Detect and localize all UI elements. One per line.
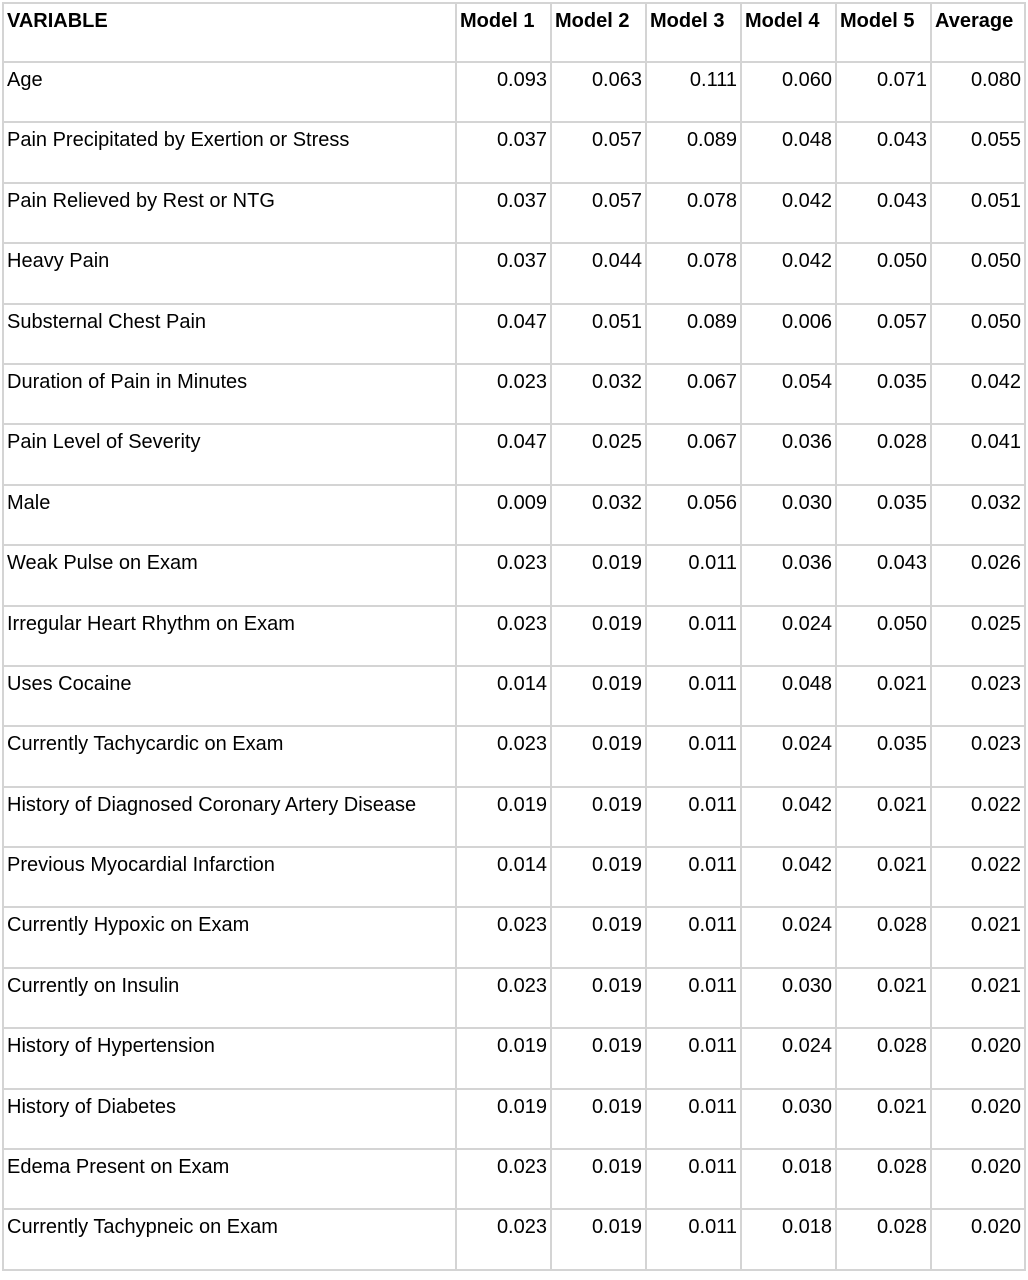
model-value-cell: 0.078 [646, 243, 741, 303]
model-value-cell: 0.067 [646, 424, 741, 484]
table-row [3, 847, 1025, 907]
model-value-cell: 0.006 [741, 304, 836, 364]
variable-cell: Currently Hypoxic on Exam [3, 907, 456, 967]
model-value-cell: 0.023 [456, 606, 551, 666]
model-value-cell: 0.035 [836, 364, 931, 424]
model-value-cell: 0.021 [836, 1089, 931, 1149]
model-value-cell: 0.019 [456, 787, 551, 847]
model-value-cell: 0.089 [646, 122, 741, 182]
model-value-cell: 0.111 [646, 62, 741, 122]
average-cell: 0.042 [931, 364, 1025, 424]
model-value-cell: 0.011 [646, 606, 741, 666]
table-row [3, 666, 1025, 726]
model-value-cell: 0.019 [456, 1028, 551, 1088]
variable-cell: Previous Myocardial Infarction [3, 847, 456, 907]
average-cell: 0.020 [931, 1089, 1025, 1149]
average-cell: 0.050 [931, 304, 1025, 364]
model-value-cell: 0.078 [646, 183, 741, 243]
table-row [3, 1089, 1025, 1149]
model-value-cell: 0.018 [741, 1149, 836, 1209]
model-value-cell: 0.043 [836, 183, 931, 243]
model-value-cell: 0.011 [646, 787, 741, 847]
variable-cell: Pain Level of Severity [3, 424, 456, 484]
variable-cell: Currently on Insulin [3, 968, 456, 1028]
model-value-cell: 0.011 [646, 1209, 741, 1269]
table-row [3, 606, 1025, 666]
model-value-cell: 0.067 [646, 364, 741, 424]
model-value-cell: 0.048 [741, 122, 836, 182]
model-value-cell: 0.021 [836, 968, 931, 1028]
model-value-cell: 0.048 [741, 666, 836, 726]
variable-importance-table [2, 2, 1026, 1271]
variable-cell: Irregular Heart Rhythm on Exam [3, 606, 456, 666]
average-cell: 0.051 [931, 183, 1025, 243]
variable-cell: Duration of Pain in Minutes [3, 364, 456, 424]
model-value-cell: 0.024 [741, 606, 836, 666]
model-value-cell: 0.019 [456, 1089, 551, 1149]
table-body [3, 62, 1025, 1270]
variable-cell: Heavy Pain [3, 243, 456, 303]
model-value-cell: 0.050 [836, 243, 931, 303]
model-value-cell: 0.042 [741, 847, 836, 907]
model-value-cell: 0.057 [551, 183, 646, 243]
table-row [3, 1209, 1025, 1269]
model-value-cell: 0.028 [836, 424, 931, 484]
model-value-cell: 0.019 [551, 1089, 646, 1149]
model-4-header: Model 4 [741, 3, 836, 62]
model-value-cell: 0.042 [741, 183, 836, 243]
model-value-cell: 0.028 [836, 1028, 931, 1088]
table-row [3, 1149, 1025, 1209]
table-row [3, 62, 1025, 122]
variable-cell: Substernal Chest Pain [3, 304, 456, 364]
model-value-cell: 0.011 [646, 545, 741, 605]
table-row [3, 787, 1025, 847]
model-value-cell: 0.030 [741, 1089, 836, 1149]
average-cell: 0.032 [931, 485, 1025, 545]
model-value-cell: 0.032 [551, 364, 646, 424]
model-value-cell: 0.024 [741, 1028, 836, 1088]
model-value-cell: 0.028 [836, 1149, 931, 1209]
model-value-cell: 0.032 [551, 485, 646, 545]
model-value-cell: 0.037 [456, 243, 551, 303]
table-row [3, 243, 1025, 303]
model-value-cell: 0.009 [456, 485, 551, 545]
model-value-cell: 0.043 [836, 545, 931, 605]
variable-cell: History of Diagnosed Coronary Artery Disease [3, 787, 456, 847]
model-value-cell: 0.019 [551, 606, 646, 666]
model-value-cell: 0.037 [456, 183, 551, 243]
model-value-cell: 0.011 [646, 666, 741, 726]
table-row [3, 485, 1025, 545]
model-value-cell: 0.051 [551, 304, 646, 364]
table-row [3, 122, 1025, 182]
average-cell: 0.021 [931, 968, 1025, 1028]
model-value-cell: 0.024 [741, 726, 836, 786]
average-cell: 0.025 [931, 606, 1025, 666]
model-value-cell: 0.042 [741, 243, 836, 303]
model-value-cell: 0.035 [836, 485, 931, 545]
model-value-cell: 0.023 [456, 545, 551, 605]
average-cell: 0.020 [931, 1149, 1025, 1209]
model-value-cell: 0.030 [741, 485, 836, 545]
model-value-cell: 0.018 [741, 1209, 836, 1269]
model-value-cell: 0.023 [456, 364, 551, 424]
model-value-cell: 0.021 [836, 787, 931, 847]
model-value-cell: 0.054 [741, 364, 836, 424]
model-value-cell: 0.021 [836, 666, 931, 726]
model-value-cell: 0.023 [456, 1149, 551, 1209]
model-value-cell: 0.028 [836, 907, 931, 967]
variable-cell: Pain Precipitated by Exertion or Stress [3, 122, 456, 182]
model-value-cell: 0.019 [551, 726, 646, 786]
model-value-cell: 0.011 [646, 1149, 741, 1209]
model-value-cell: 0.023 [456, 1209, 551, 1269]
model-value-cell: 0.037 [456, 122, 551, 182]
model-value-cell: 0.071 [836, 62, 931, 122]
model-value-cell: 0.047 [456, 424, 551, 484]
variable-cell: Uses Cocaine [3, 666, 456, 726]
model-value-cell: 0.019 [551, 1028, 646, 1088]
average-cell: 0.026 [931, 545, 1025, 605]
model-value-cell: 0.011 [646, 726, 741, 786]
model-value-cell: 0.021 [836, 847, 931, 907]
model-value-cell: 0.019 [551, 787, 646, 847]
variable-cell: History of Hypertension [3, 1028, 456, 1088]
model-value-cell: 0.093 [456, 62, 551, 122]
model-value-cell: 0.036 [741, 424, 836, 484]
model-value-cell: 0.060 [741, 62, 836, 122]
average-header: Average [931, 3, 1025, 62]
model-value-cell: 0.023 [456, 726, 551, 786]
table-row [3, 968, 1025, 1028]
table-row [3, 726, 1025, 786]
model-2-header: Model 2 [551, 3, 646, 62]
average-cell: 0.023 [931, 726, 1025, 786]
header-row [3, 3, 1025, 62]
variable-cell: Edema Present on Exam [3, 1149, 456, 1209]
average-cell: 0.050 [931, 243, 1025, 303]
average-cell: 0.022 [931, 787, 1025, 847]
table-row [3, 545, 1025, 605]
model-value-cell: 0.050 [836, 606, 931, 666]
table-row [3, 907, 1025, 967]
model-value-cell: 0.025 [551, 424, 646, 484]
variable-cell: History of Diabetes [3, 1089, 456, 1149]
table-row [3, 1028, 1025, 1088]
model-value-cell: 0.014 [456, 666, 551, 726]
model-value-cell: 0.063 [551, 62, 646, 122]
model-value-cell: 0.035 [836, 726, 931, 786]
variable-cell: Currently Tachycardic on Exam [3, 726, 456, 786]
model-value-cell: 0.019 [551, 1149, 646, 1209]
average-cell: 0.022 [931, 847, 1025, 907]
variable-cell: Age [3, 62, 456, 122]
model-value-cell: 0.011 [646, 1028, 741, 1088]
model-value-cell: 0.030 [741, 968, 836, 1028]
model-value-cell: 0.042 [741, 787, 836, 847]
average-cell: 0.080 [931, 62, 1025, 122]
average-cell: 0.021 [931, 907, 1025, 967]
model-value-cell: 0.089 [646, 304, 741, 364]
model-value-cell: 0.011 [646, 847, 741, 907]
table-row [3, 364, 1025, 424]
average-cell: 0.055 [931, 122, 1025, 182]
model-5-header: Model 5 [836, 3, 931, 62]
variable-cell: Weak Pulse on Exam [3, 545, 456, 605]
average-cell: 0.041 [931, 424, 1025, 484]
model-value-cell: 0.011 [646, 968, 741, 1028]
model-value-cell: 0.047 [456, 304, 551, 364]
variable-cell: Currently Tachypneic on Exam [3, 1209, 456, 1269]
table-row [3, 304, 1025, 364]
model-value-cell: 0.014 [456, 847, 551, 907]
model-value-cell: 0.036 [741, 545, 836, 605]
model-value-cell: 0.056 [646, 485, 741, 545]
model-value-cell: 0.011 [646, 1089, 741, 1149]
variable-cell: Pain Relieved by Rest or NTG [3, 183, 456, 243]
average-cell: 0.020 [931, 1028, 1025, 1088]
model-value-cell: 0.028 [836, 1209, 931, 1269]
model-value-cell: 0.019 [551, 1209, 646, 1269]
model-1-header: Model 1 [456, 3, 551, 62]
table-row [3, 424, 1025, 484]
model-value-cell: 0.019 [551, 907, 646, 967]
model-value-cell: 0.019 [551, 666, 646, 726]
model-value-cell: 0.024 [741, 907, 836, 967]
model-value-cell: 0.023 [456, 968, 551, 1028]
variable-cell: Male [3, 485, 456, 545]
model-value-cell: 0.057 [551, 122, 646, 182]
model-value-cell: 0.044 [551, 243, 646, 303]
model-value-cell: 0.011 [646, 907, 741, 967]
model-value-cell: 0.043 [836, 122, 931, 182]
model-value-cell: 0.057 [836, 304, 931, 364]
model-value-cell: 0.019 [551, 968, 646, 1028]
model-value-cell: 0.019 [551, 545, 646, 605]
variable-header: VARIABLE [3, 3, 456, 62]
model-value-cell: 0.019 [551, 847, 646, 907]
model-value-cell: 0.023 [456, 907, 551, 967]
average-cell: 0.020 [931, 1209, 1025, 1269]
average-cell: 0.023 [931, 666, 1025, 726]
model-3-header: Model 3 [646, 3, 741, 62]
table-row [3, 183, 1025, 243]
